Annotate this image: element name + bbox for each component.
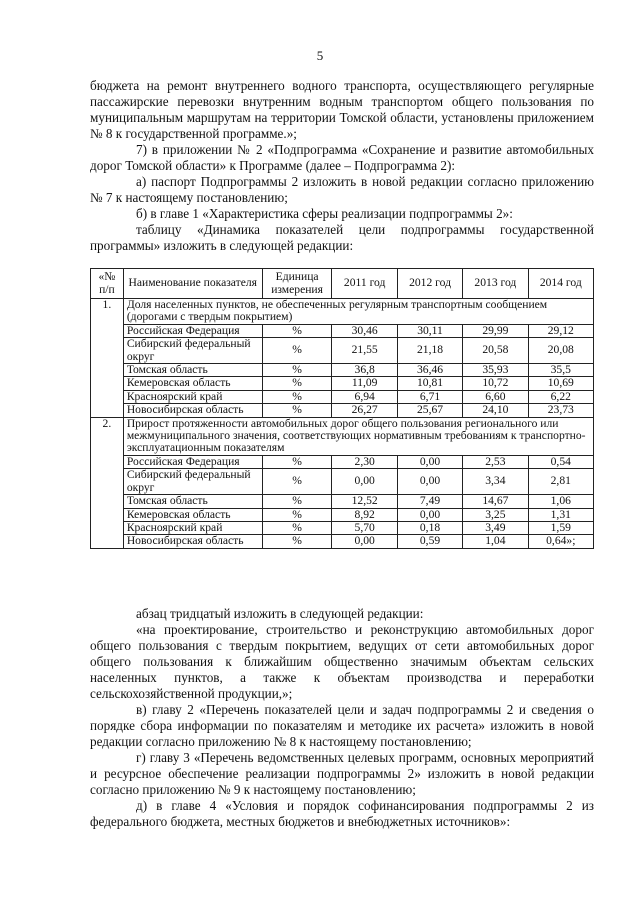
paragraph: д) в главе 4 «Условия и порядок софинансирования подпрограммы 2 из федерального бюджета, местных бюджетов и внебюджетных источников»: (90, 798, 594, 829)
value-cell: 7,49 (397, 495, 462, 508)
value-cell: 10,72 (463, 377, 528, 390)
region-name: Сибирский федеральный округ (123, 338, 262, 364)
value-cell: 0,54 (528, 455, 593, 468)
page-number: 5 (316, 48, 324, 63)
value-cell: 0,00 (397, 455, 462, 468)
unit-cell: % (262, 521, 332, 534)
value-cell: 0,00 (397, 508, 462, 521)
unit-cell: % (262, 390, 332, 403)
header-cell: Наименование показателя (123, 269, 262, 299)
section-title: Доля населенных пунктов, не обеспеченных регулярным транспортным сообщением (дорогами с твердым покрытием) (123, 299, 593, 325)
value-cell: 0,59 (397, 535, 462, 548)
region-name: Сибирский федеральный округ (123, 469, 262, 495)
value-cell: 0,00 (397, 469, 462, 495)
value-cell: 3,34 (463, 469, 528, 495)
unit-cell: % (262, 404, 332, 417)
value-cell: 6,22 (528, 390, 593, 403)
region-name: Красноярский край (123, 521, 262, 534)
region-name: Новосибирская область (123, 404, 262, 417)
paragraph: б) в главе 1 «Характеристика сферы реализации подпрограммы 2»: (136, 206, 513, 221)
value-cell: 0,00 (332, 469, 397, 495)
value-cell: 21,55 (332, 338, 397, 364)
value-cell: 30,46 (332, 324, 397, 337)
unit-cell: % (262, 364, 332, 377)
value-cell: 10,69 (528, 377, 593, 390)
paragraph: таблицу «Динамика показателей цели подпрограммы государственной программы» изложить в следующей редакции: (90, 222, 594, 253)
value-cell: 8,92 (332, 508, 397, 521)
region-name: Красноярский край (123, 390, 262, 403)
paragraph: бюджета на ремонт внутреннего водного транспорта, осуществляющего регулярные пассажирские перевозки внутренним водным транспортом общего пользования по муниципальным маршрутам на территории Томской области, установлены приложением № 8 к государственной программе.»; (90, 78, 594, 141)
value-cell: 5,70 (332, 521, 397, 534)
value-cell: 2,81 (528, 469, 593, 495)
table-header-row (91, 269, 594, 299)
value-cell: 2,30 (332, 455, 397, 468)
value-cell: 35,5 (528, 364, 593, 377)
value-cell: 29,12 (528, 324, 593, 337)
section-title: Прирост протяженности автомобильных дорог общего пользования регионального или межмуниципального значения, соответствующих нормативным требованиям к транспортно-эксплуатационным показателям (123, 417, 593, 455)
value-cell: 2,53 (463, 455, 528, 468)
value-cell: 3,49 (463, 521, 528, 534)
value-cell: 6,71 (397, 390, 462, 403)
unit-cell: % (262, 495, 332, 508)
value-cell: 10,81 (397, 377, 462, 390)
value-cell: 23,73 (528, 404, 593, 417)
header-cell: «№ п/п (91, 269, 124, 299)
value-cell: 25,67 (397, 404, 462, 417)
value-cell: 1,04 (463, 535, 528, 548)
header-cell: Единица измерения (262, 269, 332, 299)
header-cell: 2011 год (332, 269, 397, 299)
value-cell: 1,31 (528, 508, 593, 521)
paragraph: а) паспорт Подпрограммы 2 изложить в новой редакции согласно приложению № 7 к настоящему постановлению; (90, 174, 594, 205)
region-name: Кемеровская область (123, 508, 262, 521)
table-row (91, 377, 594, 390)
section-row (91, 417, 594, 455)
table-row (91, 508, 594, 521)
value-cell: 0,64»; (528, 535, 593, 548)
value-cell: 20,08 (528, 338, 593, 364)
header-cell: 2014 год (528, 269, 593, 299)
region-name: Российская Федерация (123, 324, 262, 337)
indicators-table (90, 268, 594, 549)
unit-cell: % (262, 535, 332, 548)
value-cell: 36,8 (332, 364, 397, 377)
table-row (91, 521, 594, 534)
value-cell: 12,52 (332, 495, 397, 508)
region-name: Новосибирская область (123, 535, 262, 548)
value-cell: 0,00 (332, 535, 397, 548)
table-row (91, 338, 594, 364)
paragraph: абзац тридцатый изложить в следующей редакции: (136, 606, 424, 621)
table-row (91, 404, 594, 417)
unit-cell: % (262, 338, 332, 364)
header-cell: 2012 год (397, 269, 462, 299)
region-name: Томская область (123, 495, 262, 508)
paragraph: г) главу 3 «Перечень ведомственных целевых программ, основных мероприятий и ресурсное обеспечение реализации подпрограммы 2» изложить в новой редакции согласно приложению № 9 к настоящему постановлению; (90, 750, 594, 797)
header-cell: 2013 год (463, 269, 528, 299)
top-text (90, 78, 594, 254)
paragraph: «на проектирование, строительство и реконструкцию автомобильных дорог общего пользования с твердым покрытием, ведущих от сети автомобильных дорог общего пользования к ближайшим общественно значимым объектам сельских населенных пунктов, а также к объектам производства и переработки сельскохозяйственной продукции,»; (90, 622, 594, 701)
unit-cell: % (262, 324, 332, 337)
value-cell: 0,18 (397, 521, 462, 534)
unit-cell: % (262, 469, 332, 495)
unit-cell: % (262, 508, 332, 521)
value-cell: 24,10 (463, 404, 528, 417)
table-row (91, 324, 594, 337)
value-cell: 21,18 (397, 338, 462, 364)
paragraph: 7) в приложении № 2 «Подпрограмма «Сохранение и развитие автомобильных дорог Томской области» к Программе (далее – Подпрограмма 2): (90, 142, 594, 173)
unit-cell: % (262, 377, 332, 390)
value-cell: 20,58 (463, 338, 528, 364)
region-name: Кемеровская область (123, 377, 262, 390)
bottom-text (90, 606, 594, 830)
value-cell: 35,93 (463, 364, 528, 377)
table-row (91, 364, 594, 377)
value-cell: 1,59 (528, 521, 593, 534)
table-row (91, 535, 594, 548)
value-cell: 36,46 (397, 364, 462, 377)
value-cell: 6,60 (463, 390, 528, 403)
table-row (91, 469, 594, 495)
region-name: Томская область (123, 364, 262, 377)
unit-cell: % (262, 455, 332, 468)
section-row (91, 299, 594, 325)
value-cell: 1,06 (528, 495, 593, 508)
value-cell: 26,27 (332, 404, 397, 417)
section-number: 2. (91, 417, 124, 548)
paragraph: в) главу 2 «Перечень показателей цели и задач подпрограммы 2 и сведения о порядке сбора информации по показателям и методике их расчета» изложить в новой редакции согласно приложению № 8 к настоящему постановлению; (90, 702, 594, 749)
value-cell: 14,67 (463, 495, 528, 508)
value-cell: 30,11 (397, 324, 462, 337)
value-cell: 29,99 (463, 324, 528, 337)
table-row (91, 455, 594, 468)
section-number: 1. (91, 299, 124, 418)
value-cell: 11,09 (332, 377, 397, 390)
value-cell: 6,94 (332, 390, 397, 403)
region-name: Российская Федерация (123, 455, 262, 468)
table-row (91, 390, 594, 403)
table-row (91, 495, 594, 508)
value-cell: 3,25 (463, 508, 528, 521)
